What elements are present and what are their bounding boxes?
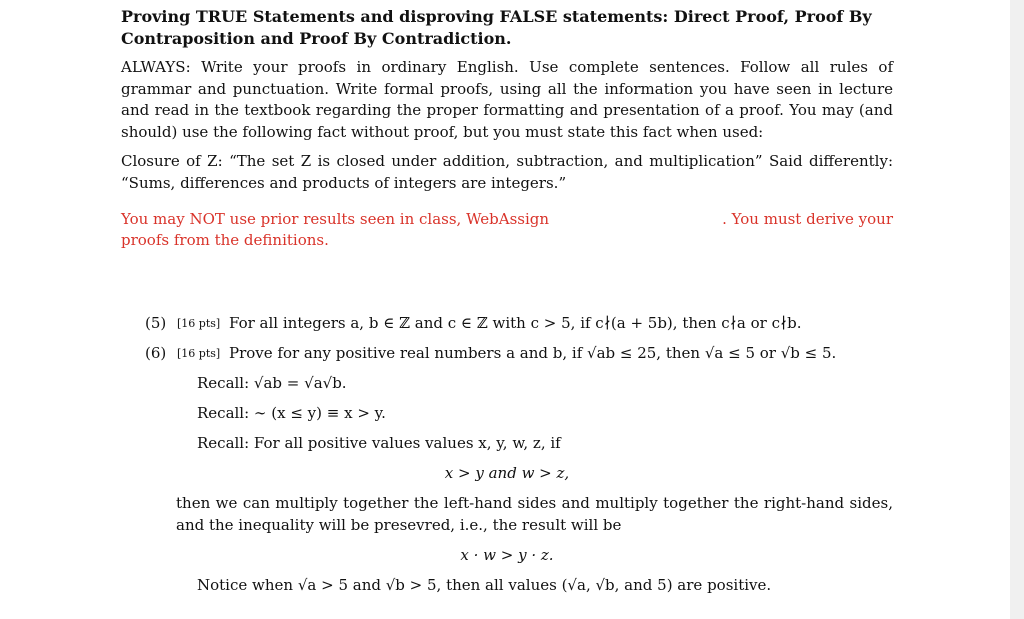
recall-3: Recall: For all positive values values x, y, w, z, if [197, 434, 561, 452]
problem-points: [16 pts] [177, 317, 221, 330]
equation-2: x · w > y · z. [460, 546, 554, 564]
warning-text-second: proofs from the definitions. [121, 231, 329, 249]
problem-text: Prove for any positive real numbers a and b, if √ab ≤ 25, then √a ≤ 5 or √b ≤ 5. [229, 344, 837, 362]
problems-section [121, 313, 893, 596]
problem-text: For all integers a, b ∈ ℤ and c ∈ ℤ with c > 5, if c∤(a + 5b), then c∤a or c∤b. [229, 314, 802, 332]
recall-2: Recall: ∼ (x ≤ y) ≡ x > y. [197, 404, 386, 422]
warning-text-right: . You must derive your [722, 210, 893, 228]
multiply-paragraph: then we can multiply together the left-hand sides and multiply together the right-hand sides, and the inequality will be presevred, i.e., the result will be [176, 494, 893, 534]
problem-number: (6) [145, 344, 167, 362]
problem-number: (5) [145, 314, 167, 332]
problem-points: [16 pts] [177, 347, 221, 360]
recall-1: Recall: √ab = √a√b. [197, 374, 347, 392]
warning-note [121, 209, 893, 253]
notice-text: Notice when √a > 5 and √b > 5, then all values (√a, √b, and 5) are positive. [197, 576, 772, 594]
rules-paragraph: ALWAYS: Write your proofs in ordinary English. Use complete sentences. Follow all rules of grammar and punctuation. Write formal proofs, using all the information you have seen in lecture and read in the textbook regarding the proper formatting and presentation of a proof. You may (and should) use the following fact without proof, but you must state this fact when used: [121, 58, 893, 141]
page-title: Proving TRUE Statements and disproving FALSE statements: Direct Proof, Proof By Contraposition and Proof By Contradiction. [121, 7, 872, 48]
closure-paragraph: Closure of Z: “The set Z is closed under addition, subtraction, and multiplication” Said differently: “Sums, differences and products of integers are integers.” [121, 152, 893, 192]
warning-text-left: You may NOT use prior results seen in class, WebAssign [121, 210, 550, 228]
equation-1: x > y and w > z, [444, 464, 570, 482]
problem-5 [121, 313, 893, 334]
instructions-section [121, 6, 893, 253]
problem-6 [121, 343, 893, 364]
